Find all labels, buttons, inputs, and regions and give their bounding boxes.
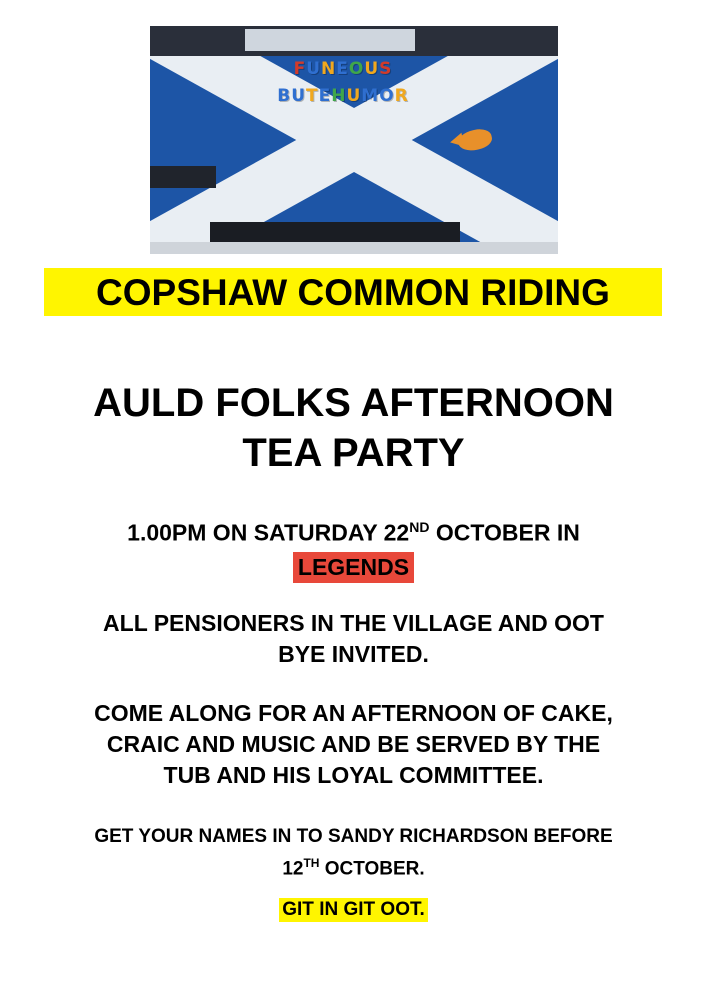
fish-icon [450, 130, 496, 152]
page-title: COPSHAW COMMON RIDING [96, 272, 610, 313]
description-line-1: COME ALONG FOR AN AFTERNOON OF CAKE, [94, 700, 613, 726]
venue-name: LEGENDS [293, 552, 414, 583]
headline-line-2: TEA PARTY [242, 431, 465, 475]
rsvp-ordinal: TH [303, 856, 320, 870]
date-ordinal: ND [409, 519, 430, 535]
event-datetime-line [40, 512, 667, 549]
photo-top-strip [150, 26, 558, 56]
banner-letters [248, 56, 438, 114]
photo-top-strip-inner [245, 29, 415, 51]
event-month: OCTOBER IN [429, 519, 580, 546]
rsvp-month: OCTOBER. [319, 858, 425, 880]
rsvp-paragraph [40, 824, 667, 882]
flag-photo [150, 26, 558, 254]
rsvp-line-1: GET YOUR NAMES IN TO SANDY RICHARDSON BEFORE [94, 826, 613, 847]
event-details [40, 512, 667, 583]
photo-dark-bar [150, 166, 216, 188]
photo-bottom-edge [150, 242, 558, 254]
rsvp-line-2 [40, 850, 667, 882]
headline [40, 378, 667, 478]
invitation-line-2: BYE INVITED. [278, 641, 429, 667]
headline-line-1: AULD FOLKS AFTERNOON [93, 381, 614, 425]
description-line-3: TUB AND HIS LOYAL COMMITTEE. [163, 762, 544, 788]
invitation-line-1: ALL PENSIONERS IN THE VILLAGE AND OOT [103, 610, 604, 636]
description-line-2: CRAIC AND MUSIC AND BE SERVED BY THE [106, 731, 601, 757]
footer-slogan [40, 898, 667, 922]
venue-line [40, 549, 667, 583]
event-time-date: 1.00PM ON SATURDAY 22 [127, 519, 410, 546]
footer-slogan-text: GIT IN GIT OOT. [279, 898, 428, 922]
banner-letters-line1: FUNEOUS [293, 59, 393, 79]
fish-body [456, 127, 493, 154]
description-paragraph [40, 698, 667, 791]
invitation-paragraph [40, 608, 667, 670]
rsvp-day: 12 [282, 858, 304, 880]
banner-letters-line2: BUTEHUMOR [277, 86, 409, 106]
